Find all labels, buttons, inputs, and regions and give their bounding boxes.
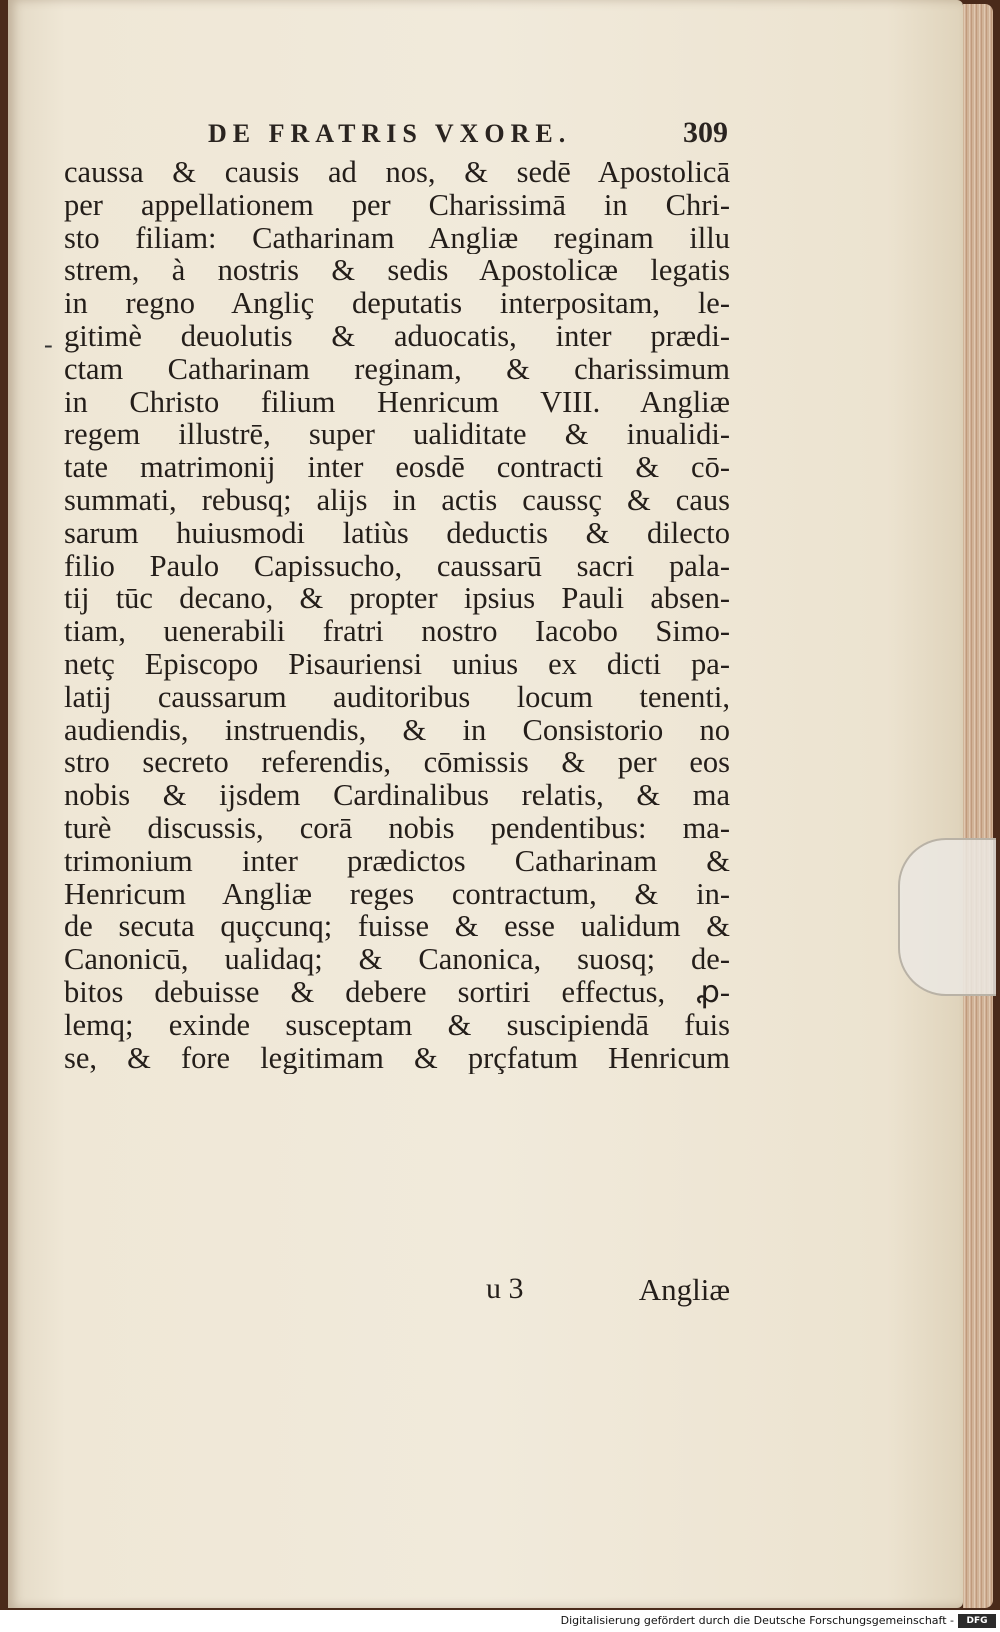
page-footer bbox=[64, 1272, 730, 1312]
text-line: lemq; exinde susceptam & suscipiendā fuis bbox=[64, 1008, 730, 1042]
text-line: turè discussis, corā nobis pendentibus: ma- bbox=[64, 811, 730, 845]
page-clip bbox=[898, 838, 996, 996]
page-edges bbox=[963, 4, 993, 1608]
text-line: bitos debuisse & debere sortiri effectus, ꝓ- bbox=[64, 975, 730, 1009]
text-line: sto filiam: Catharinam Angliæ reginam illu bbox=[64, 221, 730, 255]
margin-mark: - bbox=[44, 330, 53, 359]
text-line: tiam, uenerabili fratri nostro Iacobo Simo- bbox=[64, 615, 730, 648]
text-line: sarum huiusmodi latiùs deductis & dilecto bbox=[64, 516, 730, 550]
text-line: trimonium inter prædictos Catharinam & bbox=[64, 844, 730, 878]
text-line: regem illustrē, super ualiditate & inualidi- bbox=[64, 418, 730, 452]
page-number: 309 bbox=[683, 116, 728, 149]
text-line: per appellationem per Charissimā in Chri- bbox=[64, 188, 730, 222]
text-line: filio Paulo Capissucho, caussarū sacri pala- bbox=[64, 549, 730, 583]
dfg-logo: DFG bbox=[958, 1614, 996, 1628]
text-line: ctam Catharinam reginam, & charissimum bbox=[64, 352, 730, 386]
text-line: in regno Angliç deputatis interpositam, le- bbox=[64, 287, 730, 320]
text-line: tij tūc decano, & propter ipsius Pauli absen- bbox=[64, 582, 730, 616]
text-line: stro secreto referendis, cōmissis & per eos bbox=[64, 746, 730, 780]
text-line: summati, rebusq; alijs in actis caussç & caus bbox=[64, 483, 730, 517]
text-line: Canonicū, ualidaq; & Canonica, suosq; de- bbox=[64, 943, 730, 976]
running-title: DE FRATRIS VXORE. bbox=[208, 119, 572, 148]
text-line: gitimè deuolutis & aduocatis, inter prædi- bbox=[64, 319, 730, 353]
page-header bbox=[208, 116, 728, 160]
text-line: audiendis, instruendis, & in Consistorio no bbox=[64, 713, 730, 747]
text-line: tate matrimonij inter eosdē contracti & cō- bbox=[64, 451, 730, 484]
text-line: in Christo filium Henricum VIII. Angliæ bbox=[64, 385, 730, 419]
text-line: latij caussarum auditoribus locum tenenti, bbox=[64, 680, 730, 714]
body-text bbox=[64, 156, 730, 1074]
text-line: nobis & ijsdem Cardinalibus relatis, & ma bbox=[64, 779, 730, 812]
catchword: Angliæ bbox=[638, 1272, 730, 1307]
text-line: Henricum Angliæ reges contractum, & in- bbox=[64, 877, 730, 911]
text-line: de secuta quçcunq; fuisse & esse ualidum & bbox=[64, 910, 730, 944]
credit-text: Digitalisierung gefördert durch die Deutsche Forschungsgemeinschaft - bbox=[560, 1614, 954, 1627]
text-line: strem, à nostris & sedis Apostolicæ legatis bbox=[64, 254, 730, 288]
text-line: netç Episcopo Pisauriensi unius ex dicti pa- bbox=[64, 647, 730, 681]
credit-bar bbox=[0, 1612, 1000, 1632]
signature-mark: u 3 bbox=[486, 1272, 524, 1305]
text-line: se, & fore legitimam & prçfatum Henricum bbox=[64, 1041, 730, 1075]
text-line: caussa & causis ad nos, & sedē Apostolicā bbox=[64, 156, 730, 189]
